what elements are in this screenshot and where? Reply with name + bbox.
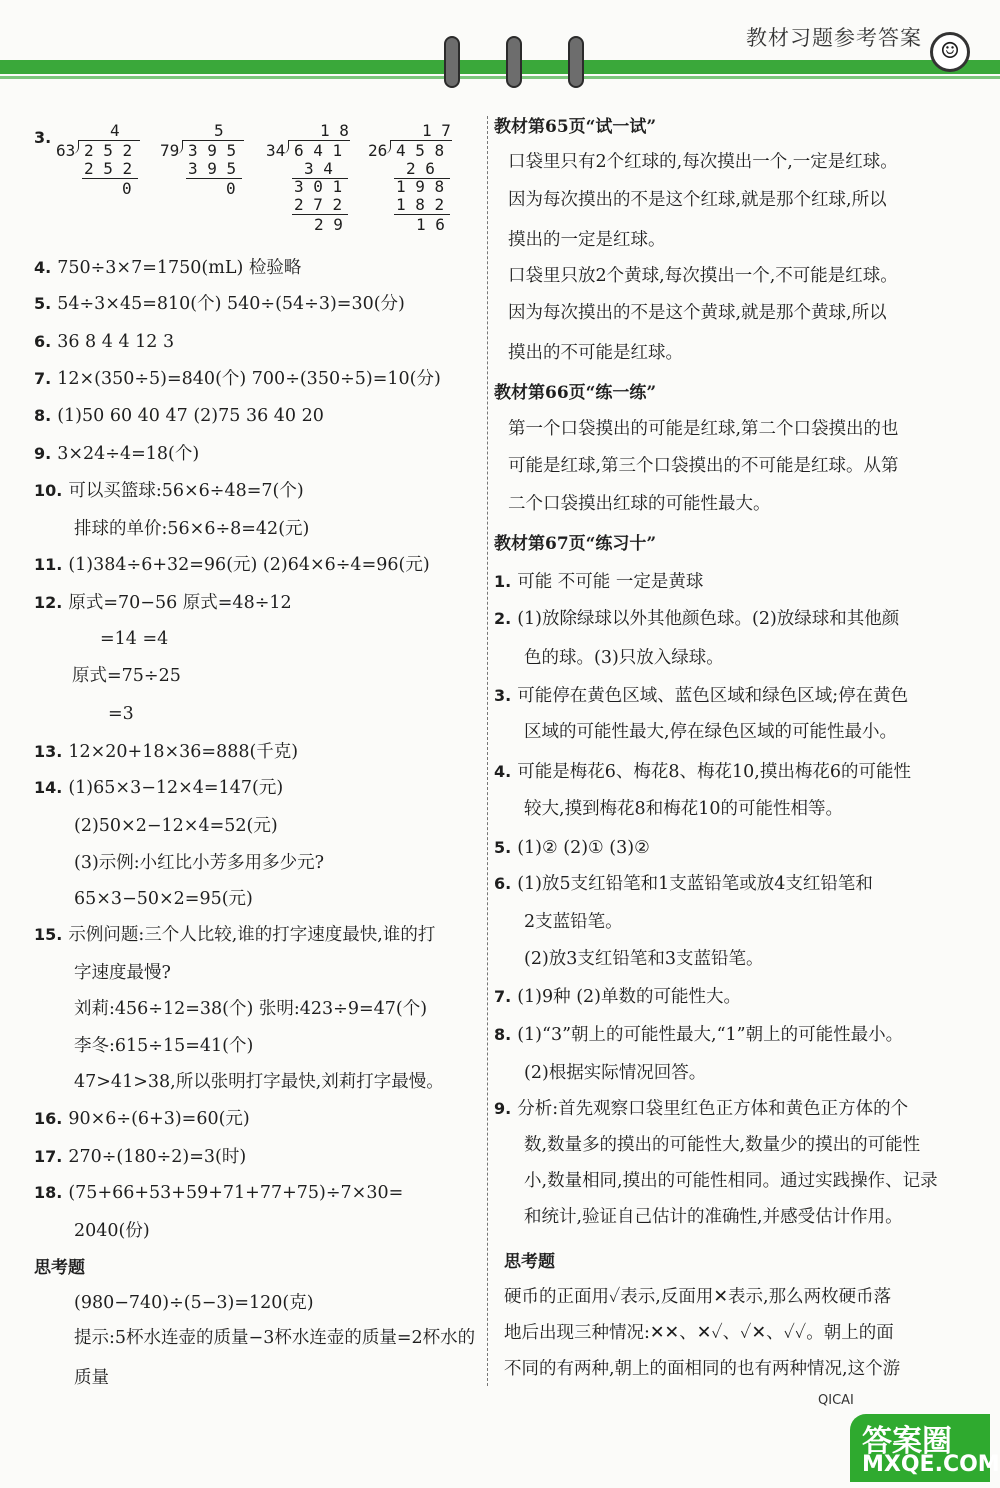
divisor: 34 [266, 141, 286, 160]
answer-continuation [508, 417, 899, 441]
question-number: 9. [34, 444, 52, 463]
answer-text: 2支蓝铅笔。 [524, 912, 623, 932]
answer-continuation [524, 720, 897, 744]
answer-continuation [504, 1250, 555, 1274]
division-step: 3 9 5 [188, 159, 237, 178]
answer-text: (1)50 60 40 47 (2)75 36 40 20 [57, 406, 324, 426]
column-divider [487, 116, 488, 1386]
question-number: 5. [34, 294, 52, 313]
answer-text: 区域的可能性最大,停在绿色区域的可能性最小。 [524, 722, 898, 742]
answer-text: 二个口袋摸出红球的可能性最大。 [508, 494, 771, 514]
answer-continuation [524, 797, 843, 821]
answer-continuation [74, 1291, 314, 1315]
dividend: 3 9 5 [188, 141, 237, 160]
answer-continuation [72, 664, 181, 688]
question-number: 4. [494, 762, 512, 781]
watermark-title: 答案圈 [862, 1424, 952, 1459]
question-number: 13. [34, 742, 63, 761]
page-header-title: 教材习题参考答案 [746, 26, 922, 50]
watermark-url: MXQE.COM [862, 1452, 1000, 1477]
answer-text: 3×24÷4=18(个) [57, 444, 200, 464]
answer-text: (1)放5支红铅笔和1支蓝铅笔或放4支红铅笔和 [517, 874, 873, 894]
answer-line [34, 292, 405, 316]
question-number: 15. [34, 925, 63, 944]
answer-text: 54÷3×45=810(个) 540÷(54÷3)=30(分) [57, 294, 405, 314]
publisher-mark: QICAI [818, 1393, 854, 1408]
answer-text: 12×(350÷5)=840(个) 700÷(350÷5)=10(分) [57, 369, 441, 389]
answer-text: 思考题 [34, 1258, 85, 1278]
answer-continuation [494, 115, 656, 139]
question-number: 14. [34, 778, 63, 797]
answer-continuation [504, 1321, 894, 1345]
answer-line [34, 256, 301, 280]
answer-text: =3 [108, 704, 134, 724]
answer-text: (1)65×3−12×4=147(元) [68, 778, 284, 798]
answer-continuation [504, 1357, 900, 1381]
answer-text: (1)放除绿球以外其他颜色球。(2)放绿球和其他颜 [517, 609, 900, 629]
answer-text: 质量 [74, 1368, 109, 1388]
answer-text: 摸出的一定是红球。 [508, 230, 666, 250]
question-number: 6. [34, 332, 52, 351]
answer-continuation [524, 947, 764, 971]
answer-line [34, 1145, 246, 1169]
answer-text: 36 8 4 4 12 3 [57, 332, 175, 352]
answer-continuation [508, 492, 771, 516]
answer-text: 不同的有两种,朝上的面相同的也有两种情况,这个游 [504, 1359, 901, 1379]
answer-continuation [508, 301, 887, 325]
question-number: 3. [34, 128, 52, 147]
answer-text: (980−740)÷(5−3)=120(克) [74, 1293, 314, 1313]
answer-line [34, 591, 292, 615]
answer-text: 较大,摸到梅花8和梅花10的可能性相等。 [524, 799, 843, 819]
binder-ring-icon [568, 36, 584, 88]
answer-text: 因为每次摸出的不是这个红球,就是那个红球,所以 [508, 190, 887, 210]
answer-text: 色的球。(3)只放入绿球。 [524, 648, 724, 668]
question-number: 17. [34, 1147, 63, 1166]
answer-text: 摸出的不可能是红球。 [508, 343, 683, 363]
answer-text: (2)放3支红铅笔和3支蓝铅笔。 [524, 949, 764, 969]
question-number: 7. [494, 987, 512, 1006]
answer-continuation [524, 1205, 903, 1229]
answer-text: 第一个口袋摸出的可能是红球,第二个口袋摸出的也 [508, 419, 899, 439]
division-step: 3 0 1 [294, 177, 343, 196]
divisor: 63 [56, 141, 76, 160]
question-number: 6. [494, 874, 512, 893]
answer-continuation [494, 381, 656, 405]
answer-text: 原式=75÷25 [72, 666, 181, 686]
answer-continuation [508, 150, 898, 174]
division-step: 2 6 [406, 159, 435, 178]
answer-continuation [74, 1326, 475, 1350]
answer-text: 可能 不可能 一定是黄球 [517, 572, 704, 592]
answer-continuation [508, 188, 887, 212]
question-number: 11. [34, 555, 63, 574]
binder-ring-icon [506, 36, 522, 88]
answer-text: 2040(份) [74, 1221, 150, 1241]
question-number: 7. [34, 369, 52, 388]
answer-text: (1)384÷6+32=96(元) (2)64×6÷4=96(元) [68, 555, 430, 575]
answer-line [34, 479, 304, 503]
question-number: 4. [34, 258, 52, 277]
divisor: 79 [160, 141, 180, 160]
answer-line [34, 404, 324, 428]
answer-text: (2)50×2−12×4=52(元) [74, 816, 278, 836]
answer-line [494, 684, 908, 708]
answer-text: (3)示例:小红比小芳多用多少元? [74, 853, 325, 873]
answer-continuation [74, 851, 324, 875]
answer-text: 90×6÷(6+3)=60(元) [68, 1109, 250, 1129]
answer-text: 教材第67页“练习十” [494, 534, 657, 554]
answer-continuation [100, 627, 168, 651]
answer-text: 李冬:615÷15=41(个) [74, 1036, 254, 1056]
answer-line [34, 923, 435, 947]
division-step: 3 4 [304, 159, 333, 178]
answer-text: 可以买篮球:56×6÷48=7(个) [68, 481, 304, 501]
answer-continuation [524, 646, 724, 670]
answer-continuation [524, 910, 623, 934]
answer-continuation [74, 814, 278, 838]
answer-continuation [508, 454, 899, 478]
answer-continuation [74, 1070, 444, 1094]
answer-line [34, 776, 283, 800]
remainder: 0 [122, 179, 132, 198]
answer-line [34, 740, 298, 764]
answer-text: 硬币的正面用✓表示,反面用✕表示,那么两枚硬币落 [504, 1287, 892, 1307]
question-number: 8. [34, 406, 52, 425]
answer-text: 教材第65页“试一试” [494, 117, 657, 137]
answer-text: 因为每次摸出的不是这个黄球,就是那个黄球,所以 [508, 303, 887, 323]
answer-text: 可能停在黄色区域、蓝色区域和绿色区域;停在黄色 [517, 686, 909, 706]
header-bar-stripe [0, 76, 1000, 79]
question-number: 3. [494, 686, 512, 705]
division-step: 1 9 8 [396, 177, 445, 196]
answer-text: 提示:5杯水连壶的质量−3杯水连壶的质量=2杯水的 [74, 1328, 476, 1348]
dividend: 4 5 8 [396, 141, 445, 160]
quotient: 4 [110, 121, 120, 140]
answer-line [34, 367, 441, 391]
answer-continuation [524, 1169, 938, 1193]
answer-line [494, 1097, 908, 1121]
question-number: 16. [34, 1109, 63, 1128]
remainder: 1 6 [416, 215, 445, 234]
answer-text: 数,数量多的摸出的可能性大,数量少的摸出的可能性 [524, 1135, 921, 1155]
answer-continuation [74, 997, 427, 1021]
divisor: 26 [368, 141, 388, 160]
question-number: 1. [494, 572, 512, 591]
answer-text: 可能是梅花6、梅花8、梅花10,摸出梅花6的可能性 [517, 762, 911, 782]
answer-line [494, 570, 703, 594]
answer-text: 270÷(180÷2)=3(时) [68, 1147, 247, 1167]
answer-text: 口袋里只放2个黄球,每次摸出一个,不可能是红球。 [508, 266, 898, 286]
answer-text: (1)② (2)① (3)② [517, 838, 650, 858]
answer-text: 字速度最慢? [74, 963, 171, 983]
question-number: 5. [494, 838, 512, 857]
question-number: 9. [494, 1099, 512, 1118]
answer-text: 小,数量相同,摸出的可能性相同。通过实践操作、记录 [524, 1171, 938, 1191]
answer-text: 教材第66页“练一练” [494, 383, 657, 403]
answer-text: 思考题 [504, 1252, 555, 1272]
watermark-logo [850, 1414, 1000, 1482]
binder-ring-icon [444, 36, 460, 88]
answer-text: 可能是红球,第三个口袋摸出的不可能是红球。从第 [508, 456, 899, 476]
quotient: 1 8 [320, 121, 349, 140]
header-bar [0, 60, 1000, 74]
answer-line [34, 442, 199, 466]
mascot-icon: ☺ [930, 32, 970, 72]
answer-continuation [74, 1219, 150, 1243]
division-step: 2 7 2 [294, 195, 343, 214]
answer-text: 地后出现三种情况:✕✕、✕✓、✓✕、✓✓。朝上的面 [504, 1323, 894, 1343]
answer-line [494, 607, 899, 631]
quotient: 1 7 [422, 121, 451, 140]
division-step: 2 5 2 [84, 159, 133, 178]
answer-line [494, 836, 650, 860]
remainder: 2 9 [314, 215, 343, 234]
answer-continuation [508, 228, 666, 252]
answer-text: 示例问题:三个人比较,谁的打字速度最快,谁的打 [68, 925, 436, 945]
answer-continuation [74, 961, 171, 985]
answer-text: (2)根据实际情况回答。 [524, 1063, 707, 1083]
answer-continuation [504, 1285, 891, 1309]
answer-line [494, 872, 873, 896]
answer-text: 750÷3×7=1750(mL) 检验略 [57, 258, 302, 278]
answer-continuation [34, 1256, 85, 1280]
answer-text: 和统计,验证自己估计的准确性,并感受估计作用。 [524, 1207, 903, 1227]
answer-text: (75+66+53+59+71+77+75)÷7×30= [68, 1183, 404, 1203]
answer-text: 65×3−50×2=95(元) [74, 889, 253, 909]
division-step: 1 8 2 [396, 195, 445, 214]
answer-continuation [108, 702, 134, 726]
question-number: 12. [34, 593, 63, 612]
question-number: 18. [34, 1183, 63, 1202]
answer-continuation [524, 1133, 920, 1157]
answer-line [34, 553, 430, 577]
question-number: 10. [34, 481, 63, 500]
answer-line [494, 985, 741, 1009]
answer-text: (1)9种 (2)单数的可能性大。 [517, 987, 741, 1007]
answer-line [494, 1023, 903, 1047]
answer-continuation [508, 341, 683, 365]
answer-continuation [74, 887, 253, 911]
answer-line [34, 1107, 250, 1131]
question-number: 2. [494, 609, 512, 628]
answer-continuation [74, 1366, 109, 1390]
answer-text: 原式=70−56 原式=48÷12 [68, 593, 292, 613]
answer-text: 排球的单价:56×6÷8=42(元) [74, 519, 310, 539]
answer-text: 分析:首先观察口袋里红色正方体和黄色正方体的个 [517, 1099, 909, 1119]
answer-line [34, 1181, 403, 1205]
answer-line [34, 330, 174, 354]
answer-text: 12×20+18×36=888(千克) [68, 742, 299, 762]
quotient: 5 [214, 121, 224, 140]
dividend: 2 5 2 [84, 141, 133, 160]
answer-text: (1)“3”朝上的可能性最大,“1”朝上的可能性最小。 [517, 1025, 904, 1045]
answer-continuation [494, 532, 656, 556]
dividend: 6 4 1 [294, 141, 343, 160]
answer-text: 47>41>38,所以张明打字最快,刘莉打字最慢。 [74, 1072, 444, 1092]
answer-continuation [508, 264, 898, 288]
answer-line [494, 760, 911, 784]
remainder: 0 [226, 179, 236, 198]
answer-continuation [74, 517, 309, 541]
answer-continuation [524, 1061, 706, 1085]
question-number: 8. [494, 1025, 512, 1044]
answer-text: 刘莉:456÷12=38(个) 张明:423÷9=47(个) [74, 999, 428, 1019]
answer-text: 口袋里只有2个红球的,每次摸出一个,一定是红球。 [508, 152, 898, 172]
answer-continuation [74, 1034, 253, 1058]
answer-text: =14 =4 [100, 629, 169, 649]
